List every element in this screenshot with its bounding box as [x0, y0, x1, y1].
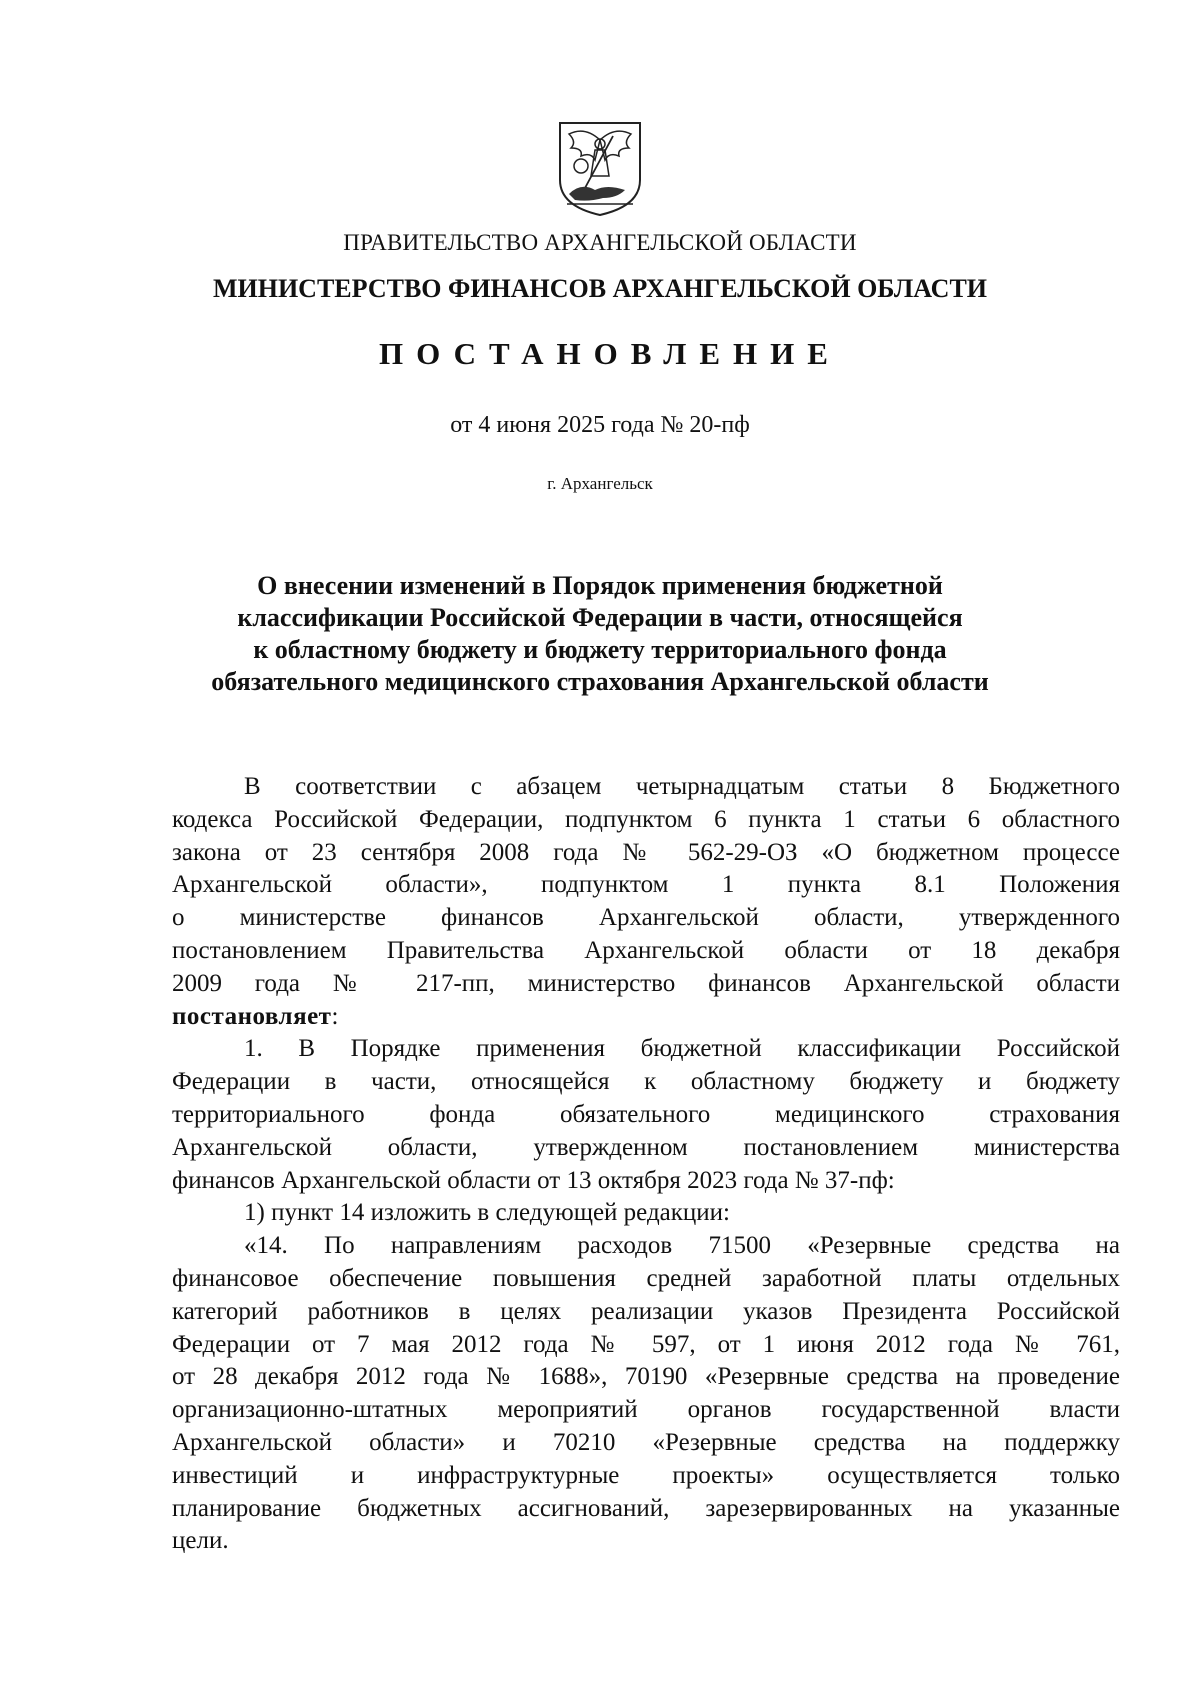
- body-line: кодекса Российской Федерации, подпунктом 6 пункта 1 статьи 6 областного: [172, 805, 1120, 833]
- body-line: Архангельской области» и 70210 «Резервные средства на поддержку: [172, 1428, 1120, 1456]
- document-city: г. Архангельск: [547, 474, 653, 493]
- body-line: «14. По направлениям расходов 71500 «Резервные средства на: [244, 1232, 1120, 1260]
- body-line: Архангельской области», подпунктом 1 пункта 8.1 Положения: [172, 871, 1120, 899]
- body-line: В соответствии с абзацем четырнадцатым статьи 8 Бюджетного: [244, 773, 1120, 800]
- body-line: финансовое обеспечение повышения средней заработной платы отдельных: [172, 1264, 1120, 1292]
- resolves-line: [172, 1001, 1120, 1034]
- body-line: 1) пункт 14 изложить в следующей редакции:: [244, 1199, 730, 1227]
- body-line: цели.: [172, 1527, 229, 1555]
- body-line: Архангельской области, утвержденном постановлением министерства: [172, 1133, 1120, 1161]
- body-line: Федерации в части, относящейся к областному бюджету и бюджету: [172, 1068, 1120, 1096]
- resolves-keyword: постановляет: [172, 1002, 332, 1030]
- document-body: [172, 771, 1120, 1558]
- coat-of-arms-icon: [555, 118, 645, 218]
- government-name: ПРАВИТЕЛЬСТВО АРХАНГЕЛЬСКОЙ ОБЛАСТИ: [343, 230, 857, 255]
- body-line: территориального фонда обязательного медицинского страхования: [172, 1100, 1120, 1128]
- body-line: 2009 года № 217-пп, министерство финансов Архангельской области: [172, 969, 1120, 997]
- title-line: обязательного медицинского страхования Архангельской области: [211, 667, 989, 696]
- body-line: Федерации от 7 мая 2012 года № 597, от 1 июня 2012 года № 761,: [172, 1330, 1120, 1358]
- document-date-number: от 4 июня 2025 года № 20-пф: [450, 412, 750, 438]
- resolves-colon: :: [331, 1002, 339, 1030]
- title-line: О внесении изменений в Порядок применения бюджетной: [257, 571, 943, 600]
- body-line: от 28 декабря 2012 года № 1688», 70190 «Резервные средства на проведение: [172, 1363, 1120, 1391]
- document-title: [150, 570, 1050, 698]
- body-line: организационно-штатных мероприятий органов государственной власти: [172, 1396, 1120, 1424]
- body-line: о министерстве финансов Архангельской области, утвержденного: [172, 904, 1120, 932]
- body-line: категорий работников в целях реализации указов Президента Российской: [172, 1297, 1120, 1325]
- body-line: 1. В Порядке применения бюджетной классификации Российской: [244, 1035, 1120, 1063]
- body-line: инвестиций и инфраструктурные проекты» осуществляется только: [172, 1461, 1120, 1489]
- body-line: финансов Архангельской области от 13 октября 2023 года № 37-пф:: [172, 1166, 895, 1194]
- title-line: классификации Российской Федерации в части, относящейся: [237, 603, 963, 632]
- body-line: постановлением Правительства Архангельской области от 18 декабря: [172, 936, 1120, 964]
- ministry-name: МИНИСТЕРСТВО ФИНАНСОВ АРХАНГЕЛЬСКОЙ ОБЛАСТИ: [212, 274, 988, 303]
- title-line: к областному бюджету и бюджету территориального фонда: [253, 635, 947, 664]
- document-type: ПОСТАНОВЛЕНИЕ: [379, 336, 841, 371]
- body-line: планирование бюджетных ассигнований, зарезервированных на указанные: [172, 1494, 1120, 1522]
- body-line: закона от 23 сентября 2008 года № 562-29-ОЗ «О бюджетном процессе: [172, 838, 1120, 866]
